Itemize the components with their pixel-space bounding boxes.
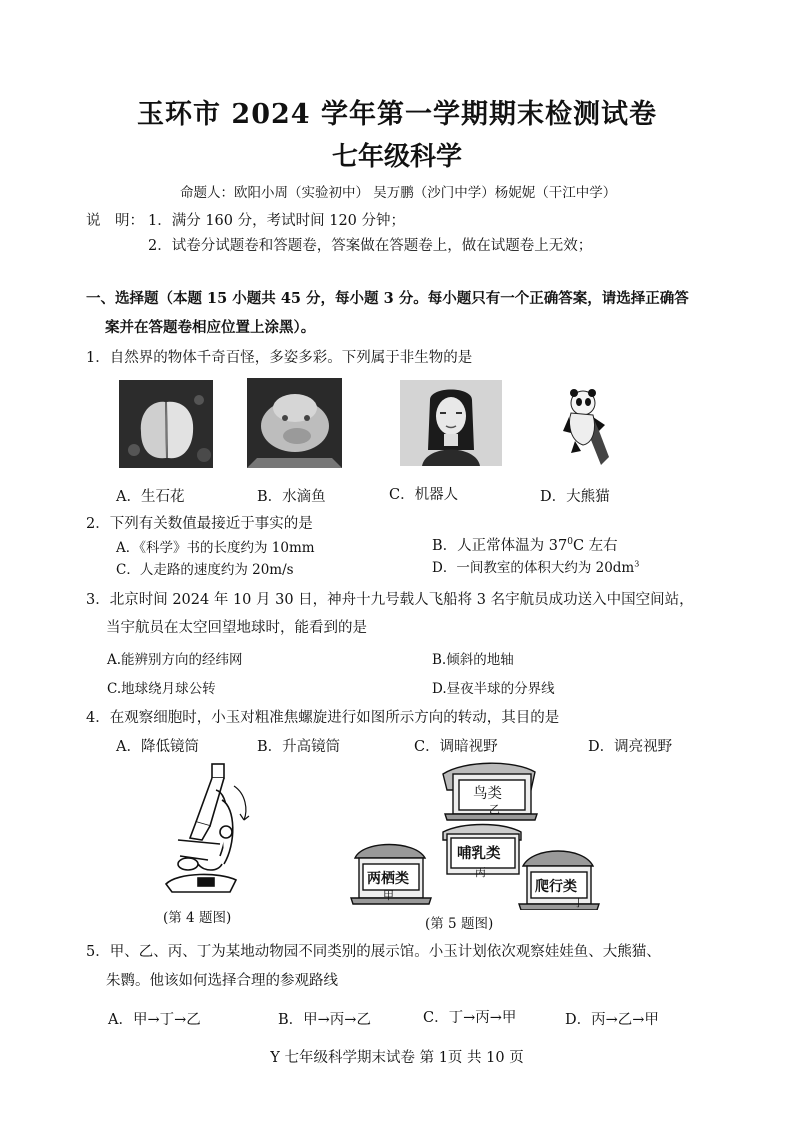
section-heading-line2: 案并在答题卷相应位置上涂黑）。 [105,319,316,336]
q4-option-c: C．调暗视野 [414,739,498,755]
q4-figure-caption: (第 4 题图) [163,910,232,926]
q1-photo-lithops [119,380,213,468]
q4-option-a: A．降低镜筒 [116,739,199,755]
reptile-pavilion-label: 爬行类 [535,879,577,895]
instruction-2: 2．试卷分试题卷和答题卷，答案做在答题卷上，做在试题卷上无效； [148,238,593,254]
amphibian-pavilion-code: 甲 [383,889,394,902]
q5-option-d: D．丙→乙→甲 [565,1012,659,1028]
q5-figure-caption: (第 5 题图) [425,916,494,932]
bird-pavilion-code: 乙 [489,803,500,816]
q3-option-a: A.能辨别方向的经纬网 [107,652,243,668]
q5-stem-line1: 5．甲、乙、丙、丁为某地动物园不同类别的展示馆。小玉计划依次观察娃娃鱼、大熊猫、 [86,944,661,960]
page-footer: Y 七年级科学期末试卷 第 1页 共 10 页 [270,1050,524,1066]
authors-line: 命题人：欧阳小周（实验初中） 吴万鹏（沙门中学）杨妮妮（干江中学） [180,185,617,201]
q5-option-a: A．甲→丁→乙 [108,1012,201,1028]
q1-option-d: D．大熊猫 [540,489,610,505]
q3-stem-line1: 3．北京时间 2024 年 10 月 30 日，神舟十九号载人飞船将 3 名宇航员成功送入中国空间站， [86,592,694,608]
q2-stem: 2．下列有关数值最接近于事实的是 [86,516,313,532]
q2-option-b: B．人正常体温为 $37^0C$ 左右 [432,537,618,554]
mammal-pavilion-label: 哺乳类 [457,846,501,862]
instruction-1: 1．满分 160 分，考试时间 120 分钟； [148,213,406,229]
page-subtitle: 七年级科学 [331,142,462,172]
q3-option-d: D.昼夜半球的分界线 [432,681,555,697]
q5-option-b: B．甲→丙→乙 [278,1012,371,1028]
amphibian-pavilion-label: 两栖类 [367,871,409,887]
page-title: 玉环市 2024 学年第一学期期末检测试卷 [137,99,657,130]
q1-option-b: B．水滴鱼 [257,489,326,505]
mammal-pavilion-code: 丙 [475,866,486,879]
reptile-pavilion-code: 丁 [573,896,584,909]
microscope-figure [158,760,258,900]
q1-photo-robot [400,380,502,466]
q3-option-c: C.地球绕月球公转 [107,681,216,697]
q1-option-c: C．机器人 [389,487,459,503]
q2-option-d: D．一间教室的体积大约为 $20dm^3$ [432,559,640,576]
q4-stem: 4．在观察细胞时，小玉对粗准焦螺旋进行如图所示方向的转动，其目的是 [86,710,560,726]
q3-option-b: B.倾斜的地轴 [432,652,514,668]
q4-option-d: D．调亮视野 [588,739,673,755]
bird-pavilion-label: 鸟类 [473,786,502,802]
q1-photo-panda [563,385,615,467]
zoo-pavilions-figure [345,760,630,910]
q2-option-c: C．人走路的速度约为 20m/s [116,562,294,578]
q5-stem-line2: 朱鹮。他该如何选择合理的参观路线 [106,973,338,989]
instructions-label: 说 明： [86,213,144,229]
q1-stem: 1．自然界的物体千奇百怪，多姿多彩。下列属于非生物的是 [86,350,473,366]
q2-option-a: A．《科学》书的长度约为 10mm [116,540,315,556]
q3-stem-line2: 当宇航员在太空回望地球时，能看到的是 [106,620,367,636]
section-heading-line1: 一、选择题（本题 15 小题共 45 分，每小题 3 分。每小题只有一个正确答案，请选择正确答 [86,290,689,307]
q1-option-a: A．生石花 [116,489,185,505]
q4-option-b: B．升高镜筒 [257,739,341,755]
q1-photo-blobfish [247,378,342,468]
q5-option-c: C．丁→丙→甲 [423,1010,517,1026]
